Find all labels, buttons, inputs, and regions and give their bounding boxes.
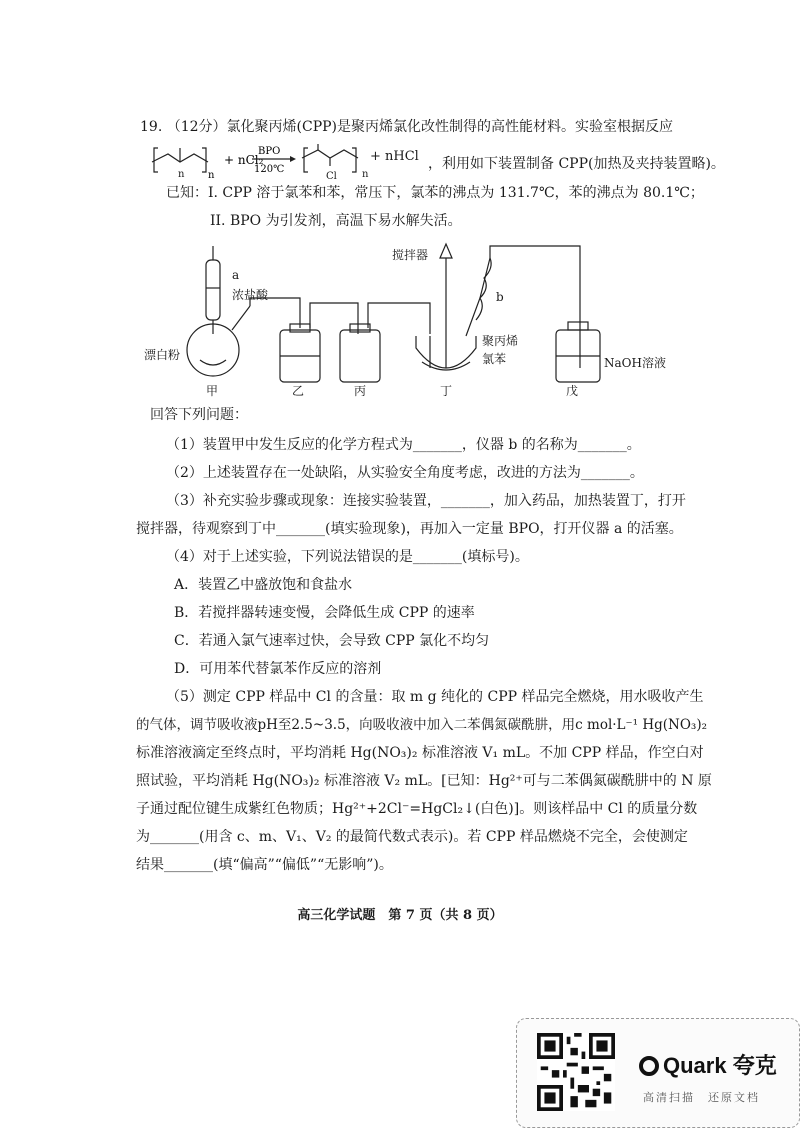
option-a: A．装置乙中盛放饱和食盐水 [174, 577, 353, 593]
question-5-line-6: 为_______(用含 c、m、V₁、V₂ 的最简代数式表示)。若 CPP 样品燃烧不完全，会使测定 [136, 829, 688, 845]
qr-code-icon [537, 1033, 615, 1111]
catalyst-bpo: BPO [258, 146, 281, 157]
label-bleaching-powder: 漂白粉 [144, 348, 181, 362]
label-naoh-solution: NaOH溶液 [604, 356, 666, 370]
question-5-line-7: 结果_______(填“偏高”“偏低”“无影响”)。 [136, 857, 393, 873]
page-footer: 高三化学试题 第 7 页（共 8 页） [297, 908, 503, 923]
question-5-line-3: 标准溶液滴定至终点时，平均消耗 Hg(NO₃)₂ 标准溶液 V₁ mL。不加 CPP 样品，作空白对 [136, 745, 704, 761]
question-3-line-2: 搅拌器，待观察到丁中_______(填实验现象)，再加入一定量 BPO，打开仪器 a 的活塞。 [136, 521, 683, 537]
label-concentrated-hcl: 浓盐酸 [232, 288, 269, 302]
temperature-condition: 120℃ [254, 164, 285, 175]
quark-logo-icon [639, 1056, 659, 1076]
equation-tail-text: ，利用如下装置制备 CPP(加热及夹持装置略)。 [428, 156, 725, 172]
label-ding: 丁 [440, 384, 453, 398]
apparatus-bing [340, 324, 380, 382]
question-1: （1）装置甲中发生反应的化学方程式为_______，仪器 b 的名称为_______。 [166, 437, 641, 453]
question-4: （4）对于上述实验，下列说法错误的是_______(填标号)。 [166, 549, 529, 565]
option-b: B．若搅拌器转速变慢，会降低生成 CPP 的速率 [174, 605, 475, 621]
question-19-intro: 19. （12分）氯化聚丙烯(CPP)是聚丙烯氯化改性制得的高性能材料。实验室根据反应 [140, 119, 674, 135]
label-wu: 戊 [566, 384, 579, 398]
label-polypropylene: 聚丙烯 [482, 334, 519, 348]
label-stirrer: 搅拌器 [392, 248, 429, 262]
subscript-n-right: n [362, 169, 369, 180]
label-a: a [232, 268, 240, 282]
question-3-line-1: （3）补充实验步骤或现象：连接实验装置，_______，加入药品，加热装置丁，打开 [166, 493, 686, 509]
quark-watermark-badge [516, 1018, 800, 1128]
apparatus-yi [280, 324, 320, 382]
label-yi: 乙 [292, 384, 305, 398]
label-jia: 甲 [206, 384, 219, 398]
label-chlorobenzene: 氯苯 [482, 352, 507, 366]
reagent-hcl: + nHCl [370, 149, 419, 164]
questions-lead: 回答下列问题： [150, 407, 248, 423]
apparatus-wu [556, 318, 600, 382]
substituent-cl: Cl [326, 171, 337, 182]
label-bing: 丙 [354, 384, 367, 398]
label-b: b [496, 290, 504, 304]
quark-tagline: 高清扫描 还原文档 [643, 1092, 760, 1104]
question-2: （2）上述装置存在一处缺陷，从实验安全角度考虑，改进的方法为_______。 [166, 465, 644, 481]
quark-brand-logo [639, 1049, 777, 1080]
option-c: C．若通入氯气速率过快，会导致 CPP 氯化不均匀 [174, 633, 490, 649]
quark-brand-text: Quark 夸克 [663, 1053, 777, 1078]
reagent-cl2: + nCl₂ [224, 153, 264, 167]
apparatus-jia [187, 246, 250, 376]
subscript-n-left: n [178, 169, 185, 180]
question-5-line-1: （5）测定 CPP 样品中 Cl 的含量：取 m g 纯化的 CPP 样品完全燃烧，用水吸收产生 [166, 689, 704, 705]
question-5-line-4: 照试验，平均消耗 Hg(NO₃)₂ 标准溶液 V₂ mL。[已知：Hg²⁺可与二苯偶氮碳酰肼中的 N 原 [136, 773, 712, 789]
subscript-n: n [208, 170, 215, 181]
known-condition-2: II. BPO 为引发剂，高温下易水解失活。 [210, 213, 462, 229]
option-d: D．可用苯代替氯苯作反应的溶剂 [174, 661, 382, 677]
question-5-line-2: 的气体，调节吸收液pH至2.5~3.5，向吸收液中加入二苯偶氮碳酰肼，用c mol·L⁻¹ Hg(NO₃)₂ [136, 717, 708, 733]
question-5-line-5: 子通过配位键生成紫红色物质；Hg²⁺+2Cl⁻=HgCl₂↓(白色)]。则该样品中 Cl 的质量分数 [136, 801, 698, 817]
known-condition-1: 已知：I. CPP 溶于氯苯和苯，常压下，氯苯的沸点为 131.7℃，苯的沸点为 80.1℃； [166, 185, 704, 201]
